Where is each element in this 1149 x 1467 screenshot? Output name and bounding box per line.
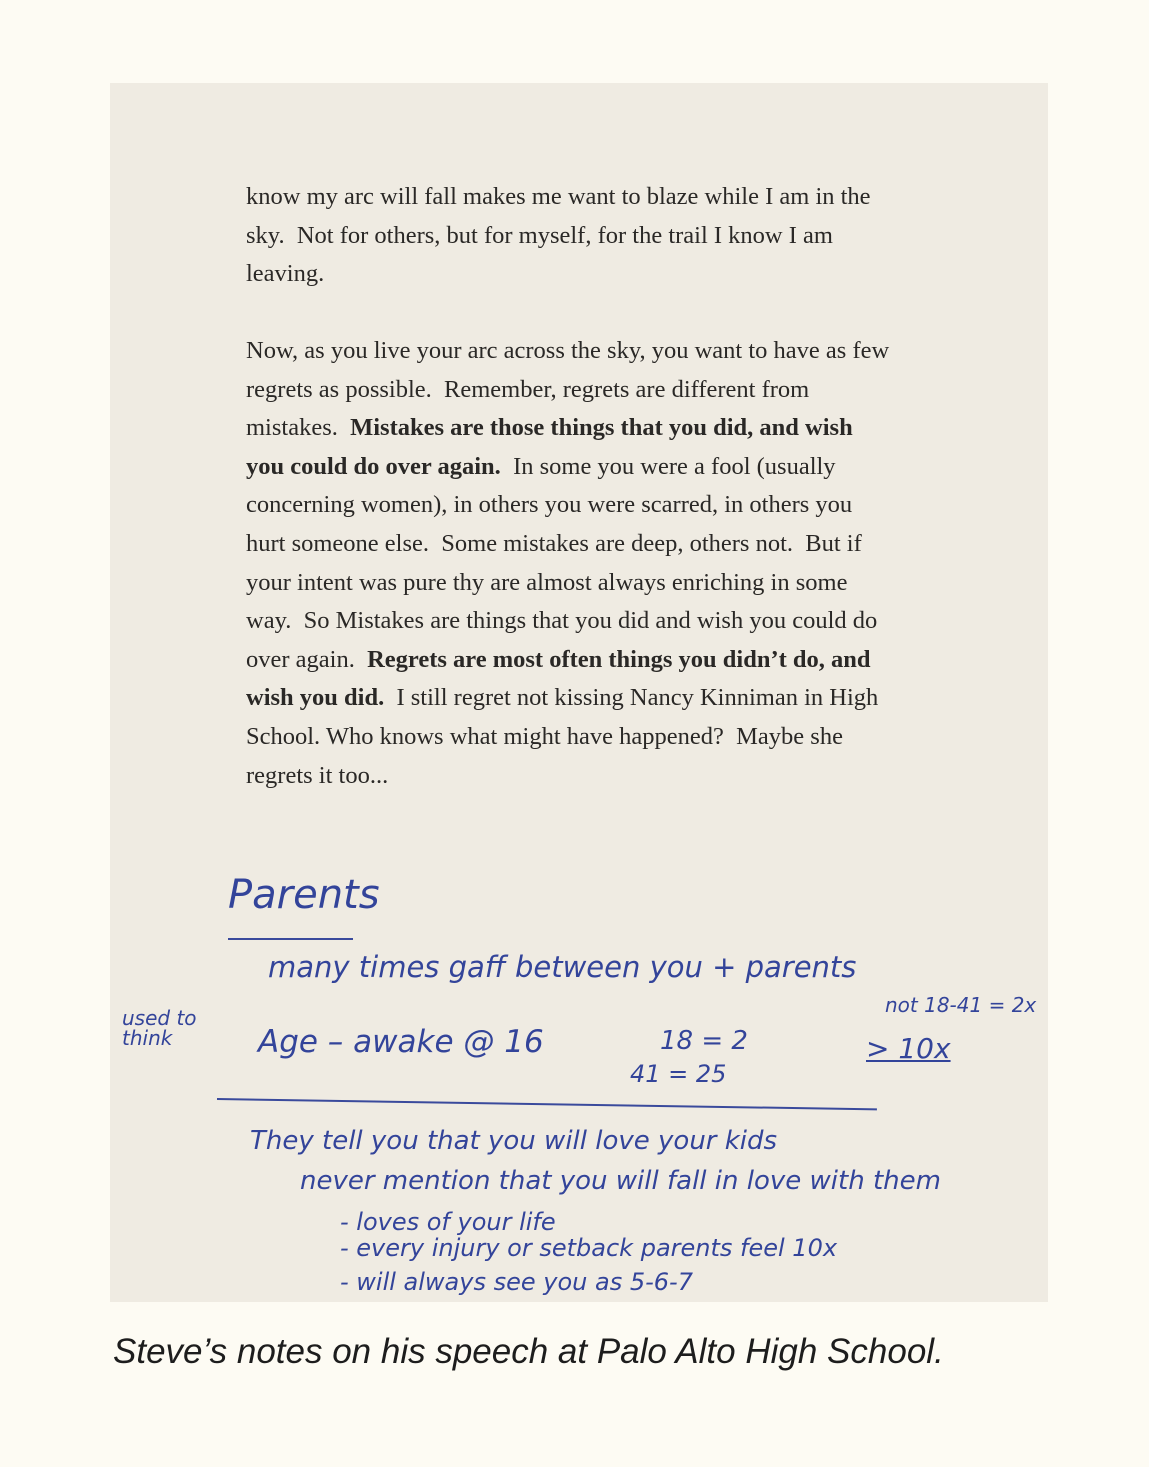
paragraph-2 [246, 332, 889, 795]
text-line [246, 448, 889, 487]
text-segment: School. Who knows what might have happened? Maybe she [246, 722, 843, 750]
text-segment: leaving. [246, 260, 325, 288]
paragraph-1 [246, 178, 871, 294]
handwritten-line: They tell you that you will love your kids [250, 1126, 778, 1156]
text-segment: concerning women), in others you were scarred, in others you [246, 491, 853, 519]
bullet: - every injury or setback parents feel 10x [340, 1234, 838, 1262]
margin-note: used to think [122, 1006, 197, 1050]
text-segment: hurt someone else. Some mistakes are deep, others not. But if [246, 529, 862, 557]
text-line [246, 757, 889, 796]
text-line [246, 255, 871, 294]
bold-text: wish you did. [246, 684, 385, 712]
caption: Steve’s notes on his speech at Palo Alto High School. [113, 1332, 944, 1371]
bullet: - loves of your life [340, 1208, 556, 1236]
bullet: - will always see you as 5-6-7 [340, 1268, 693, 1296]
text-segment: regrets as possible. Remember, regrets are different from [246, 375, 810, 403]
text-line [246, 486, 889, 525]
text-line [246, 718, 889, 757]
age-line: Age – awake @ 16 [258, 1024, 544, 1060]
text-line [246, 178, 871, 217]
text-segment: way. So Mistakes are things that you did and wish you could do [246, 607, 878, 635]
text-segment: In some you were a fool (usually [500, 452, 836, 480]
text-segment: sky. Not for others, but for myself, for the trail I know I am [246, 221, 833, 249]
text-line [246, 602, 889, 641]
text-line [246, 409, 889, 448]
heading-underline [228, 938, 353, 940]
bold-text: Mistakes are those things that you did, and wish [350, 414, 853, 442]
text-segment: Now, as you live your arc across the sky, you want to have as few [246, 337, 890, 364]
equation: 41 = 25 [630, 1060, 727, 1088]
not-note: not 18-41 = 2x [885, 993, 1037, 1017]
text-line [246, 371, 889, 410]
text-segment: mistakes. [246, 414, 351, 442]
text-segment: I still regret not kissing Nancy Kinniman in High [384, 684, 879, 712]
equation: 18 = 2 [660, 1026, 748, 1056]
bold-text: Regrets are most often things you didn’t do, and [367, 645, 871, 673]
text-line [246, 564, 889, 603]
text-line [246, 217, 871, 256]
text-line [246, 679, 889, 718]
bold-text: you could do over again. [246, 452, 501, 480]
handwritten-line: never mention that you will fall in love with them [300, 1166, 941, 1196]
text-segment: your intent was pure thy are almost always enriching in some [246, 568, 848, 596]
text-line [246, 332, 889, 371]
result: > 10x [866, 1032, 951, 1065]
handwritten-heading: Parents [228, 872, 380, 918]
handwritten-line: many times gaff between you + parents [268, 950, 857, 984]
text-segment: over again. [246, 645, 368, 673]
text-segment: regrets it too... [246, 761, 389, 789]
text-line [246, 525, 889, 564]
text-segment: know my arc will fall makes me want to blaze while I am in the [246, 183, 871, 210]
text-line [246, 641, 889, 680]
